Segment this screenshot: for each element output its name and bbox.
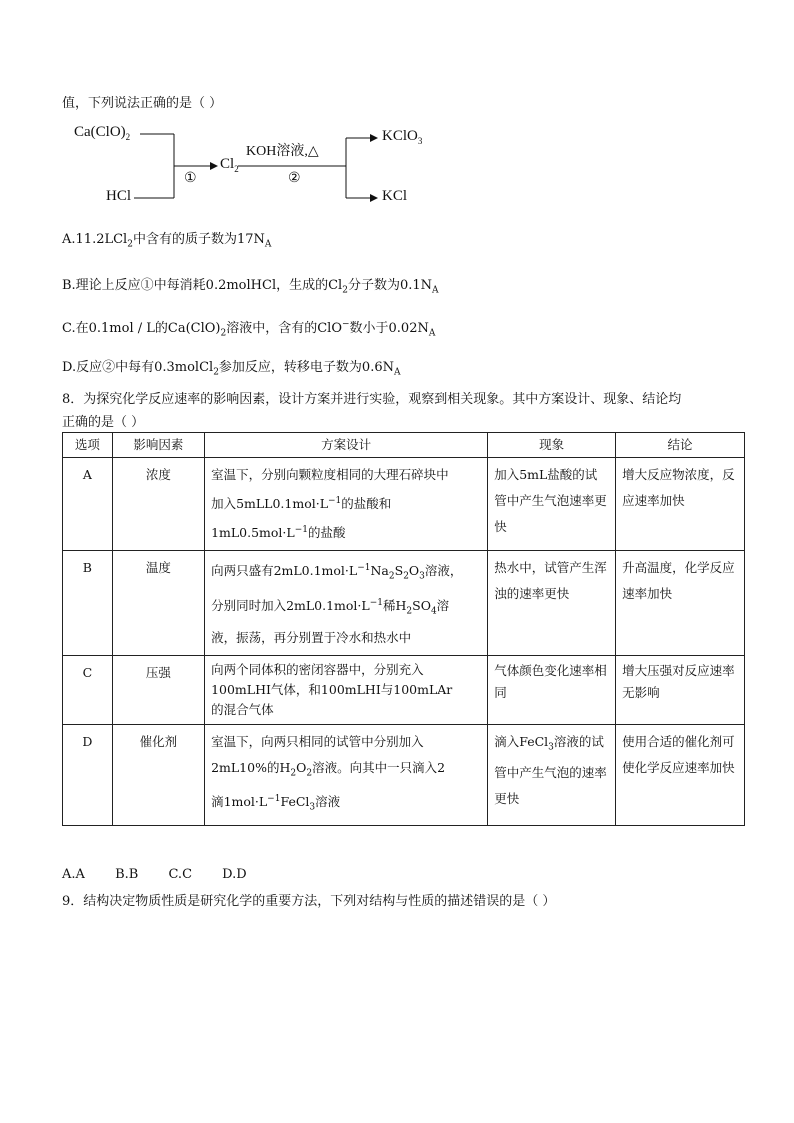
reaction-diagram bbox=[62, 118, 482, 218]
product-kcl: KCl bbox=[382, 188, 408, 204]
reactant-hcl: HCl bbox=[106, 188, 132, 204]
q8-answer-b[interactable]: B.B bbox=[115, 867, 139, 882]
row-c-design: 向两个同体积的密闭容器中，分别充入 100mLHI气体，和100mLHI与100mLAr 的混合气体 bbox=[205, 655, 488, 724]
row-b-option: B bbox=[63, 551, 113, 655]
row-a-design: 室温下，分别向颗粒度相同的大理石碎块中 加入$5mLL0.1mol\cdot L^{-1}$的盐酸和 $1mL0.5mol\cdot L^{-1}$的盐酸 bbox=[205, 458, 488, 551]
q7-intro: 值，下列说法正确的是（ ） bbox=[62, 96, 223, 111]
row-c-option: C bbox=[63, 655, 113, 724]
header-conclusion: 结论 bbox=[616, 433, 745, 458]
product-kclo3: KClO$_3$ bbox=[382, 128, 423, 146]
q8-answer-a[interactable]: A.A bbox=[62, 867, 85, 882]
row-a-phenomenon: 加入5mL盐酸的试管中产生气泡速率更快 bbox=[488, 458, 616, 551]
row-c-factor: 压强 bbox=[112, 655, 204, 724]
header-design: 方案设计 bbox=[205, 433, 488, 458]
q9-stem: 9．结构决定物质性质是研究化学的重要方法，下列对结构与性质的描述错误的是（ ） bbox=[62, 894, 556, 909]
row-d-design: 室温下，向两只相同的试管中分别加入 2mL10%的$H_2O_2$溶液。向其中一只滴入2 滴$1mol\cdot L^{-1}FeCl_3$溶液 bbox=[205, 724, 488, 825]
table-header-row bbox=[63, 433, 745, 458]
q8-answer-c[interactable]: C.C bbox=[168, 867, 193, 882]
row-a-conclusion: 增大反应物浓度，反应速率加快 bbox=[616, 458, 745, 551]
row-b-factor: 温度 bbox=[112, 551, 204, 655]
reaction-condition: KOH溶液,△ bbox=[246, 144, 319, 159]
row-a-factor: 浓度 bbox=[112, 458, 204, 551]
row-c-phenomenon: 气体颜色变化速率相同 bbox=[488, 655, 616, 724]
row-d-phenomenon: 滴入FeCl$_3$溶液的试管中产生气泡的速率更快 bbox=[488, 724, 616, 825]
q8-stem-line-1: 8．为探究化学反应速率的影响因素，设计方案并进行实验，观察到相关现象。其中方案设计、现象、结论均 bbox=[62, 392, 682, 407]
table-row bbox=[63, 458, 745, 551]
q7-option-c[interactable]: C.在0.1mol / L的$Ca(ClO)_2$溶液中，含有的ClO−数小于$0.02N_A$ bbox=[62, 319, 436, 339]
row-d-option: D bbox=[63, 724, 113, 825]
q7-option-a[interactable]: A.11.2LCl$_2$中含有的质子数为$17N_A$ bbox=[62, 232, 272, 250]
row-a-option: A bbox=[63, 458, 113, 551]
header-phenomenon: 现象 bbox=[488, 433, 616, 458]
row-b-design: 向两只盛有$2mL0.1mol\cdot L^{-1}Na_2S_2O_3$溶液， 分别同时加入$2mL0.1mol\cdot L^{-1}$稀$H_2SO_4$溶 液，振荡，再分别置于冷水和热水中 bbox=[205, 551, 488, 655]
q7-option-d[interactable]: D.反应②中每有0.3molCl$_2$参加反应，转移电子数为$0.6N_A$ bbox=[62, 360, 401, 378]
q7-option-b[interactable]: B.理论上反应①中每消耗0.2molHCl，生成的$Cl_2$分子数为$0.1N_A$ bbox=[62, 278, 439, 296]
intermediate-cl2: $Cl_2$ bbox=[220, 156, 239, 174]
table-row bbox=[63, 551, 745, 655]
row-d-conclusion: 使用合适的催化剂可使化学反应速率加快 bbox=[616, 724, 745, 825]
row-c-conclusion: 增大压强对反应速率无影响 bbox=[616, 655, 745, 724]
table-row bbox=[63, 655, 745, 724]
step-2-label: ② bbox=[288, 170, 301, 186]
row-b-phenomenon: 热水中，试管产生浑浊的速率更快 bbox=[488, 551, 616, 655]
q8-answer-d[interactable]: D.D bbox=[222, 867, 247, 882]
reactant-caclo2: $Ca(ClO)_2$ bbox=[74, 124, 131, 142]
row-d-factor: 催化剂 bbox=[112, 724, 204, 825]
row-b-conclusion: 升高温度，化学反应速率加快 bbox=[616, 551, 745, 655]
table-row bbox=[63, 724, 745, 825]
step-1-label: ① bbox=[184, 170, 197, 186]
q8-answer-options bbox=[62, 867, 273, 882]
header-factor: 影响因素 bbox=[112, 433, 204, 458]
q8-stem-line-2: 正确的是（ ） bbox=[62, 415, 145, 430]
header-option: 选项 bbox=[63, 433, 113, 458]
experiment-table bbox=[62, 432, 745, 826]
